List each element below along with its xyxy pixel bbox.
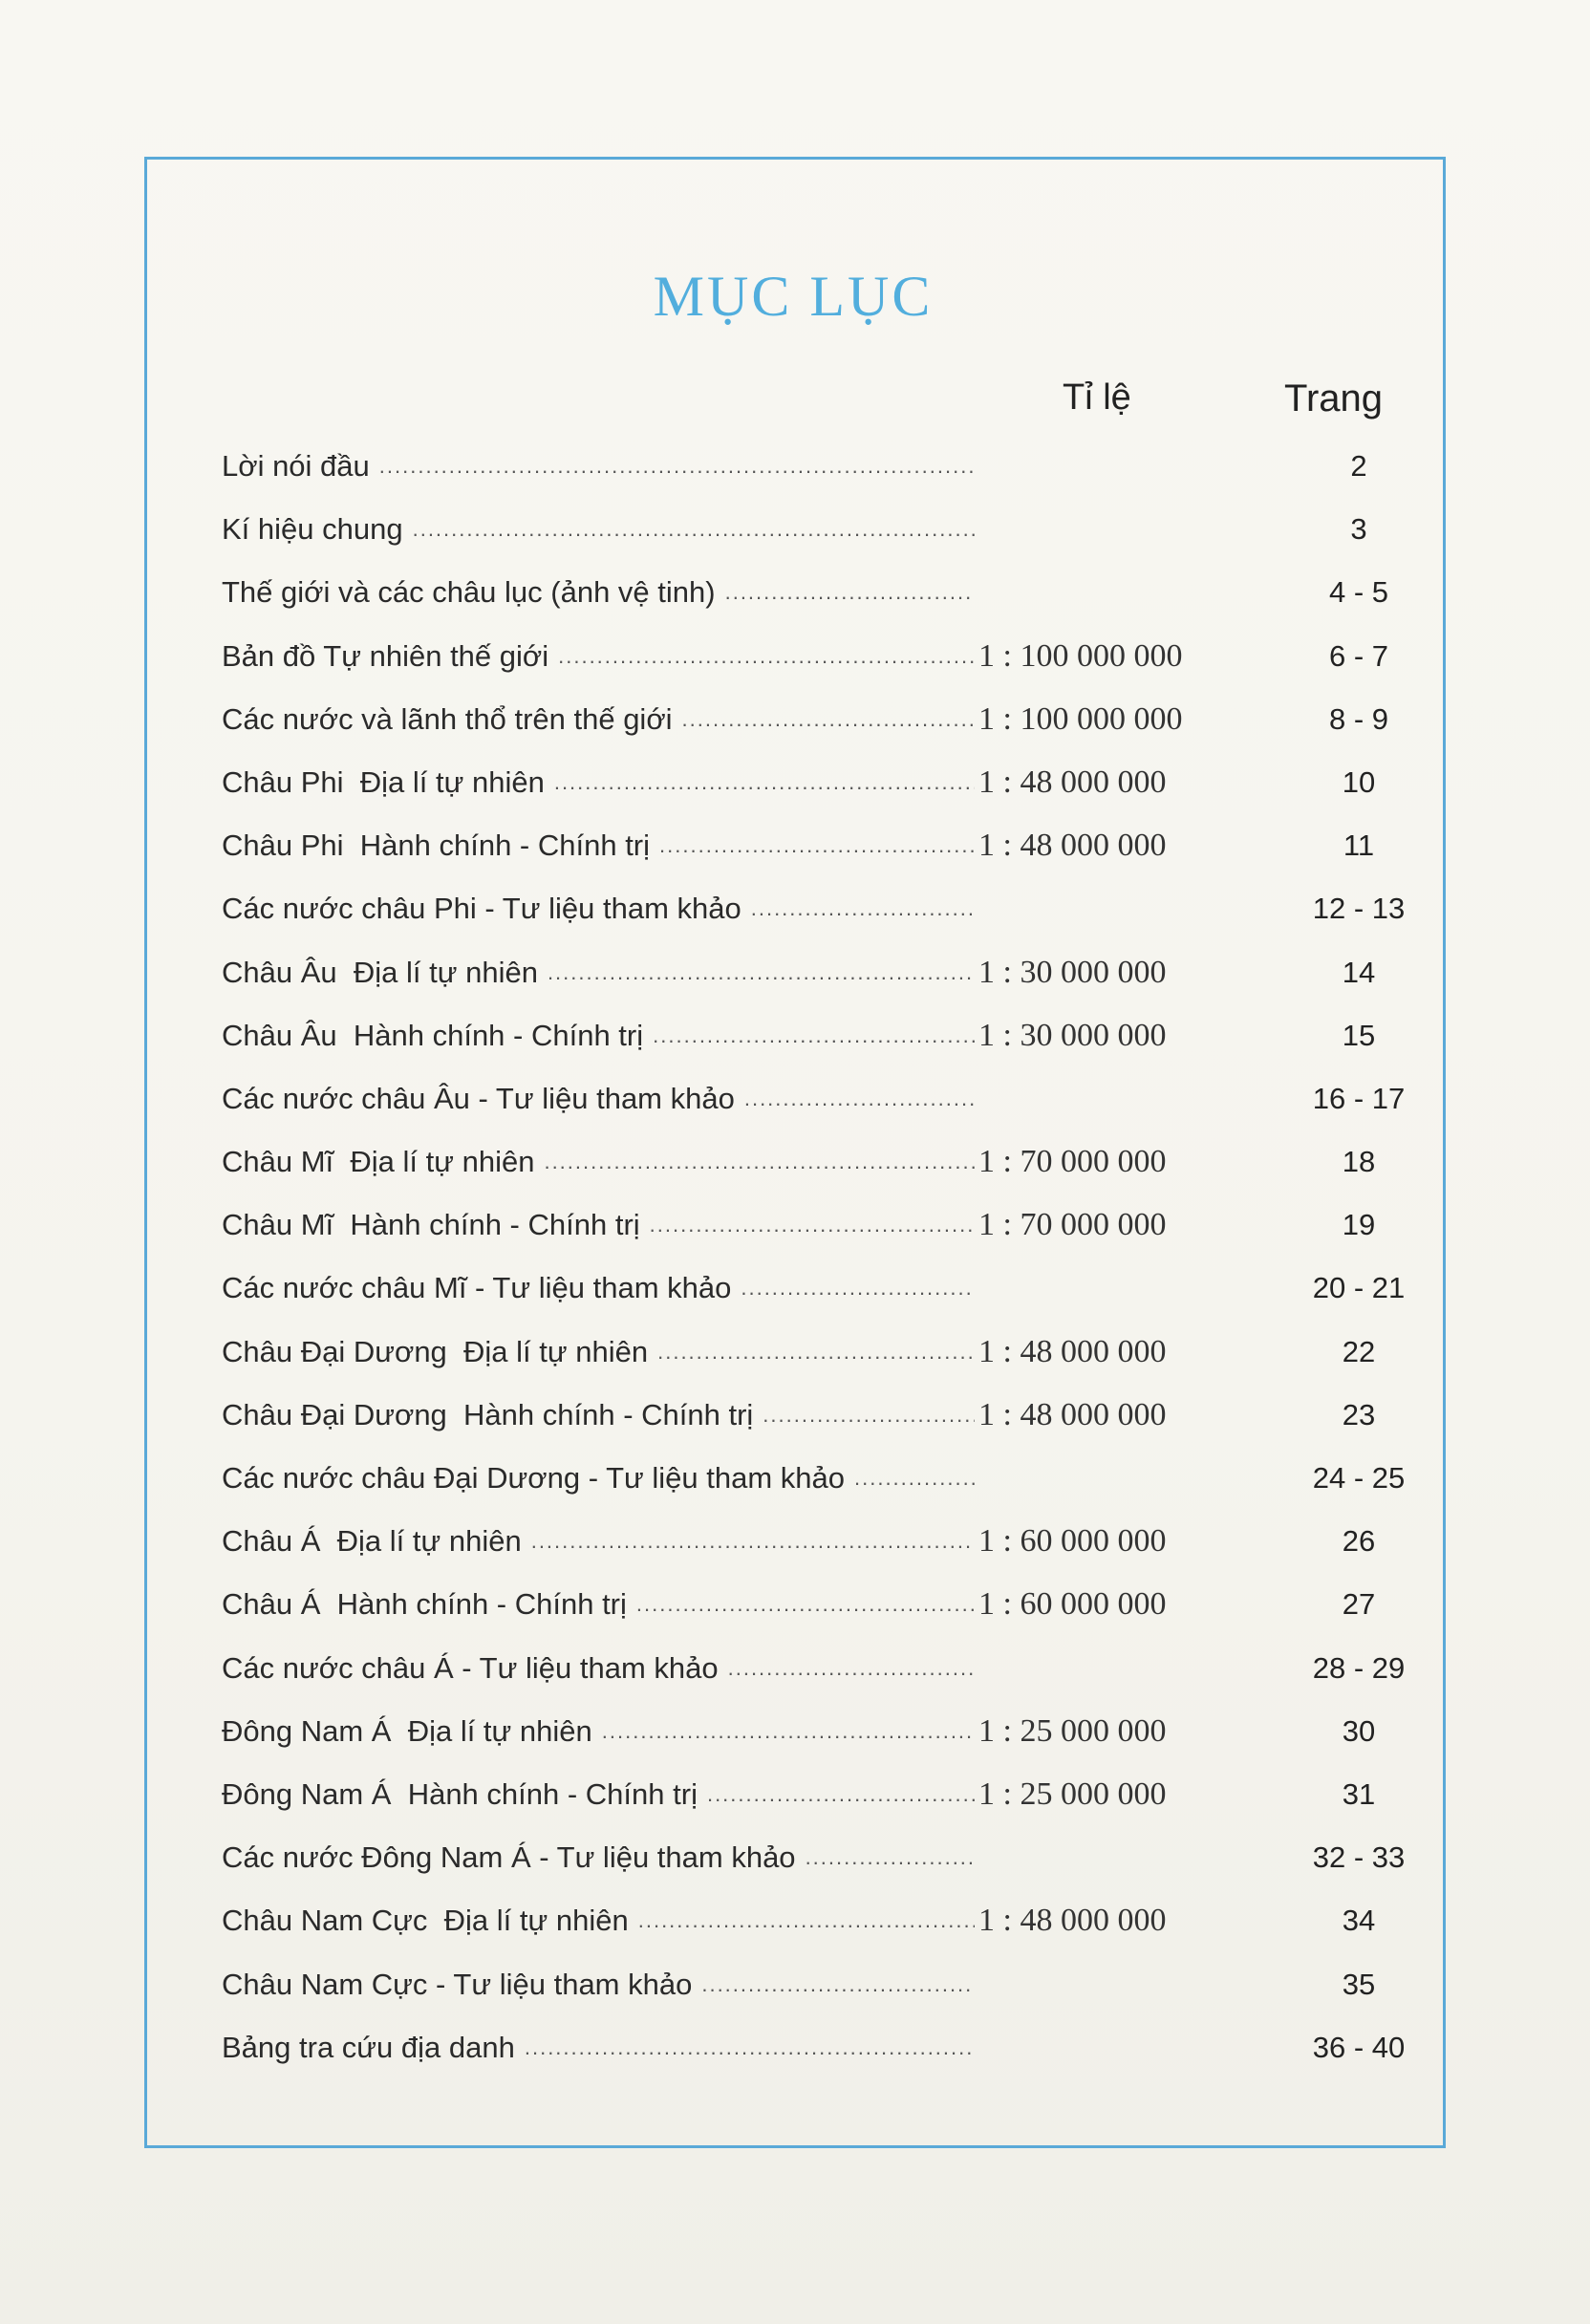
dot-leader [602, 1700, 975, 1763]
toc-entry[interactable] [222, 1194, 1407, 1257]
toc-entry-page-number: 19 [1342, 1208, 1376, 1242]
toc-entry-scale: 1 : 60 000 000 [978, 1523, 1167, 1560]
dot-leader [751, 877, 975, 940]
toc-entry[interactable] [222, 435, 1407, 498]
dot-leader [653, 1004, 975, 1067]
toc-entry-page-number: 18 [1342, 1145, 1376, 1179]
toc-entry-page-number: 31 [1342, 1776, 1376, 1811]
toc-entry-page-number: 15 [1342, 1018, 1376, 1052]
toc-entry-title-with-leader [222, 1953, 975, 2016]
toc-entry[interactable] [222, 498, 1407, 561]
toc-entry-page-number: 14 [1342, 955, 1376, 989]
toc-entry-page-number: 2 [1350, 449, 1367, 483]
dot-leader [379, 435, 975, 498]
toc-entry-page-number: 16 - 17 [1312, 1081, 1406, 1115]
toc-entry[interactable] [222, 1321, 1407, 1384]
toc-entry-scale: 1 : 25 000 000 [978, 1775, 1167, 1812]
toc-entry[interactable] [222, 1637, 1407, 1700]
toc-entry-page-number: 3 [1350, 512, 1367, 547]
toc-entry-title: Các nước châu Phi - Tư liệu tham khảo [222, 892, 741, 926]
toc-entry-title-with-leader [222, 1321, 975, 1384]
toc-entry-title-with-leader [222, 1257, 975, 1320]
dot-leader [544, 1130, 975, 1194]
toc-entry-title-with-leader [222, 941, 975, 1004]
toc-entry-page-number: 24 - 25 [1312, 1461, 1406, 1495]
toc-entry-page-number: 8 - 9 [1328, 701, 1389, 736]
toc-entry-title: Các nước châu Đại Dương - Tư liệu tham khảo [222, 1461, 845, 1495]
toc-entry[interactable] [222, 1067, 1407, 1130]
toc-entry-scale: 1 : 48 000 000 [978, 1333, 1167, 1369]
toc-entry-title-with-leader [222, 625, 975, 688]
toc-entry[interactable] [222, 1447, 1407, 1510]
toc-entry-page-number: 22 [1342, 1334, 1376, 1368]
toc-entry[interactable] [222, 1763, 1407, 1826]
toc-entry-title-with-leader [222, 1889, 975, 1952]
toc-entry-title: Đông Nam Á Địa lí tự nhiên [222, 1713, 592, 1748]
toc-entry[interactable] [222, 2016, 1407, 2079]
column-header-scale: Tỉ lệ [1063, 377, 1131, 418]
toc-entry[interactable] [222, 625, 1407, 688]
toc-entry-title: Châu Phi Địa lí tự nhiên [222, 764, 545, 799]
toc-entry-title: Châu Âu Địa lí tự nhiên [222, 955, 538, 989]
toc-entry-scale: 1 : 70 000 000 [978, 1144, 1167, 1180]
toc-entry-page-number: 35 [1342, 1967, 1376, 2001]
table-of-contents [222, 435, 1407, 2079]
toc-entry-page-number: 10 [1342, 764, 1376, 799]
toc-entry-scale: 1 : 48 000 000 [978, 1903, 1167, 1939]
toc-entry[interactable] [222, 1257, 1407, 1320]
toc-entry-title: Châu Âu Hành chính - Chính trị [222, 1018, 644, 1052]
toc-entry[interactable] [222, 814, 1407, 877]
toc-entry-title: Châu Phi Hành chính - Chính trị [222, 828, 651, 863]
toc-entry-page-number: 27 [1342, 1587, 1376, 1622]
toc-entry-title-with-leader [222, 688, 975, 751]
dot-leader [413, 498, 975, 561]
toc-entry-page-number: 20 - 21 [1312, 1271, 1406, 1305]
toc-entry-page-number: 32 - 33 [1312, 1840, 1406, 1875]
toc-entry[interactable] [222, 877, 1407, 940]
toc-entry-title: Châu Á Địa lí tự nhiên [222, 1524, 522, 1559]
toc-entry-page-number: 4 - 5 [1328, 575, 1389, 610]
dot-leader [707, 1763, 975, 1826]
toc-entry-title-with-leader [222, 561, 975, 624]
toc-entry-page-number: 34 [1342, 1904, 1376, 1938]
toc-entry-scale: 1 : 48 000 000 [978, 828, 1167, 864]
toc-entry-title: Thế giới và các châu lục (ảnh vệ tinh) [222, 575, 716, 610]
dot-leader [531, 1510, 975, 1573]
toc-entry-title-with-leader [222, 498, 975, 561]
dot-leader [741, 1257, 975, 1320]
toc-entry[interactable] [222, 688, 1407, 751]
page-title-text: MỤC LỤC [653, 265, 934, 328]
dot-leader [650, 1194, 975, 1257]
dot-leader [725, 561, 975, 624]
toc-entry-title: Bảng tra cứu địa danh [222, 2030, 515, 2064]
toc-entry-page-number: 36 - 40 [1312, 2030, 1406, 2064]
toc-entry-scale: 1 : 25 000 000 [978, 1712, 1167, 1749]
toc-entry-title: Châu Nam Cực - Tư liệu tham khảo [222, 1967, 693, 2001]
toc-entry-title: Các nước Đông Nam Á - Tư liệu tham khảo [222, 1840, 796, 1875]
toc-entry-scale: 1 : 30 000 000 [978, 954, 1167, 990]
toc-entry-title-with-leader [222, 1067, 975, 1130]
toc-entry-title-with-leader [222, 1763, 975, 1826]
dot-leader [558, 625, 975, 688]
dot-leader [525, 2016, 975, 2079]
toc-entry[interactable] [222, 1384, 1407, 1447]
toc-entry[interactable] [222, 561, 1407, 624]
toc-entry-page-number: 28 - 29 [1312, 1650, 1406, 1685]
toc-entry-title: Châu Đại Dương Địa lí tự nhiên [222, 1334, 649, 1368]
column-header-page: Trang [1284, 377, 1384, 420]
dot-leader [806, 1826, 975, 1889]
toc-entry-title: Châu Mĩ Hành chính - Chính trị [222, 1208, 640, 1242]
toc-entry-title-with-leader [222, 751, 975, 814]
toc-entry-title: Kí hiệu chung [222, 512, 403, 547]
dot-leader [682, 688, 975, 751]
toc-entry[interactable] [222, 1510, 1407, 1573]
toc-entry-title-with-leader [222, 1826, 975, 1889]
toc-entry-title-with-leader [222, 814, 975, 877]
toc-entry-title: Các nước châu Mĩ - Tư liệu tham khảo [222, 1271, 732, 1305]
toc-entry-title-with-leader [222, 1573, 975, 1636]
dot-leader [854, 1447, 975, 1510]
toc-entry-scale: 1 : 30 000 000 [978, 1017, 1167, 1053]
toc-entry-page-number: 12 - 13 [1312, 892, 1406, 926]
toc-entry-page-number: 30 [1342, 1713, 1376, 1748]
toc-entry-page-number: 6 - 7 [1328, 638, 1389, 673]
toc-entry-title: Bản đồ Tự nhiên thế giới [222, 638, 549, 673]
toc-entry-page-number: 23 [1342, 1397, 1376, 1431]
dot-leader [744, 1067, 975, 1130]
toc-entry-scale: 1 : 70 000 000 [978, 1207, 1167, 1243]
toc-entry-scale: 1 : 48 000 000 [978, 764, 1167, 800]
toc-entry-title-with-leader [222, 1130, 975, 1194]
toc-entry[interactable] [222, 941, 1407, 1004]
toc-entry[interactable] [222, 751, 1407, 814]
toc-entry-title-with-leader [222, 877, 975, 940]
toc-entry-title: Châu Mĩ Địa lí tự nhiên [222, 1145, 535, 1179]
dot-leader [728, 1637, 975, 1700]
toc-entry-scale: 1 : 100 000 000 [978, 700, 1183, 737]
toc-entry-title: Các nước châu Âu - Tư liệu tham khảo [222, 1081, 735, 1115]
toc-entry-title: Lời nói đầu [222, 449, 370, 483]
toc-entry[interactable] [222, 1953, 1407, 2016]
toc-entry[interactable] [222, 1889, 1407, 1952]
toc-entry[interactable] [222, 1004, 1407, 1067]
dot-leader [659, 814, 975, 877]
toc-entry-title: Các nước và lãnh thổ trên thế giới [222, 701, 673, 736]
toc-entry-scale: 1 : 60 000 000 [978, 1586, 1167, 1623]
toc-entry[interactable] [222, 1700, 1407, 1763]
toc-entry[interactable] [222, 1573, 1407, 1636]
toc-entry-title-with-leader [222, 2016, 975, 2079]
toc-entry-title: Châu Nam Cực Địa lí tự nhiên [222, 1904, 629, 1938]
toc-entry-scale: 1 : 48 000 000 [978, 1396, 1167, 1432]
dot-leader [554, 751, 975, 814]
dot-leader [638, 1889, 975, 1952]
toc-entry-title-with-leader [222, 435, 975, 498]
toc-entry-scale: 1 : 100 000 000 [978, 637, 1183, 674]
toc-entry-title-with-leader [222, 1510, 975, 1573]
toc-entry-title-with-leader [222, 1637, 975, 1700]
toc-entry-title: Các nước châu Á - Tư liệu tham khảo [222, 1650, 719, 1685]
toc-entry[interactable] [222, 1826, 1407, 1889]
dot-leader [636, 1573, 975, 1636]
toc-entry-title: Châu Á Hành chính - Chính trị [222, 1587, 627, 1622]
toc-entry-title-with-leader [222, 1384, 975, 1447]
page-title [0, 264, 1590, 330]
toc-entry-page-number: 11 [1343, 828, 1375, 863]
toc-entry-page-number: 26 [1342, 1524, 1376, 1559]
toc-entry-title-with-leader [222, 1700, 975, 1763]
toc-entry-title-with-leader [222, 1004, 975, 1067]
toc-entry-title-with-leader [222, 1194, 975, 1257]
toc-entry-title-with-leader [222, 1447, 975, 1510]
toc-entry-title: Châu Đại Dương Hành chính - Chính trị [222, 1397, 754, 1431]
toc-entry-title: Đông Nam Á Hành chính - Chính trị [222, 1776, 698, 1811]
dot-leader [701, 1953, 975, 2016]
dot-leader [763, 1384, 975, 1447]
dot-leader [657, 1321, 975, 1384]
toc-entry[interactable] [222, 1130, 1407, 1194]
dot-leader [548, 941, 975, 1004]
